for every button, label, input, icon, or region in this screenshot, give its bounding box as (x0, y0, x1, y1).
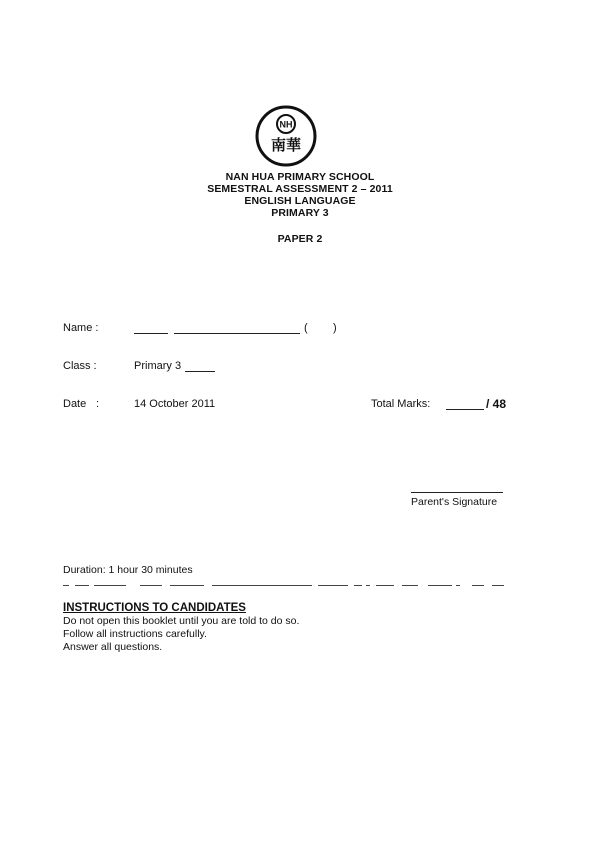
index-paren-open: ( (304, 322, 308, 334)
total-marks-label: Total Marks: (371, 398, 431, 410)
school-logo (254, 104, 318, 168)
date-value: 14 October 2011 (134, 398, 216, 410)
level-title: PRIMARY 3 (271, 207, 329, 219)
name-label: Name : (63, 322, 99, 334)
marks-line[interactable] (446, 409, 484, 410)
svg-text:NH: NH (279, 119, 293, 130)
class-value: Primary 3 (134, 360, 182, 372)
class-label: Class : (63, 360, 97, 372)
name-line-1[interactable] (134, 333, 168, 334)
name-line-2[interactable] (174, 333, 300, 334)
parent-signature-label: Parent's Signature (411, 496, 498, 508)
school-name: NAN HUA PRIMARY SCHOOL (225, 171, 375, 183)
class-line[interactable] (185, 371, 215, 372)
instruction-line: Follow all instructions carefully. (63, 628, 207, 640)
instructions-title: INSTRUCTIONS TO CANDIDATES (63, 602, 246, 614)
duration-text: Duration: 1 hour 30 minutes (63, 564, 193, 576)
instruction-line: Answer all questions. (63, 641, 163, 653)
total-marks-denominator: / 48 (486, 397, 507, 411)
instruction-line: Do not open this booklet until you are told to do so. (63, 615, 300, 627)
paper-title: PAPER 2 (277, 233, 323, 245)
signature-line[interactable] (411, 492, 503, 493)
date-label: Date (63, 398, 87, 410)
assessment-title: SEMESTRAL ASSESSMENT 2 – 2011 (207, 183, 393, 195)
divider-line (0, 585, 600, 587)
subject-title: ENGLISH LANGUAGE (244, 195, 356, 207)
svg-text:南華: 南華 (270, 136, 302, 154)
date-colon: : (96, 398, 100, 410)
index-paren-close: ) (333, 322, 337, 334)
